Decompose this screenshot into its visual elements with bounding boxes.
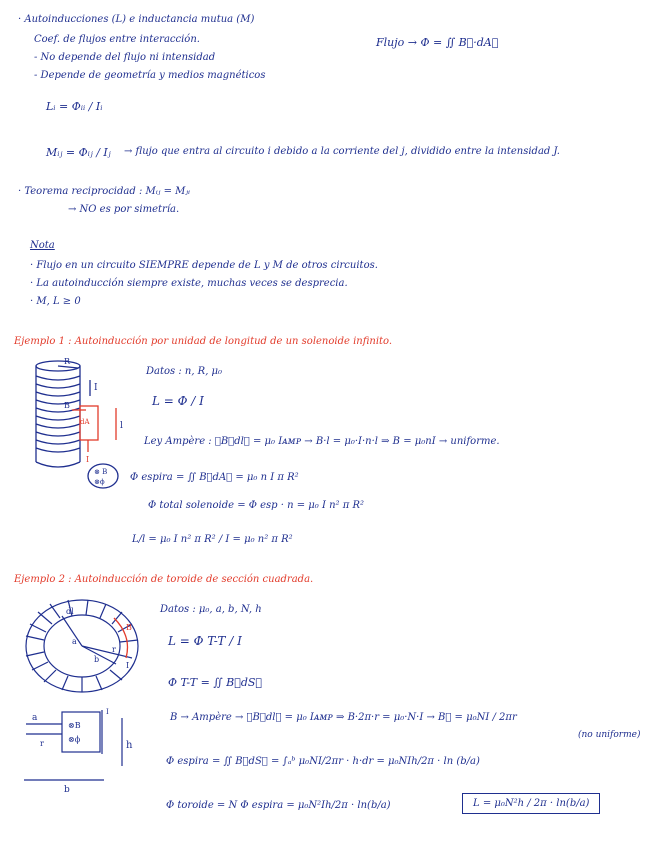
intro-line-1: Coef. de flujos entre interacción. <box>34 34 200 45</box>
example-2-phi-tt: Φ T-T = ∬ B⃗dS⃗ <box>168 676 263 689</box>
toroid-b-radius-label: b <box>94 655 100 664</box>
solenoid-figure <box>28 358 138 478</box>
example-2-ampere: B → Ampère → ∮B⃗dl⃗ = μ₀ Iᴀᴍᴘ ⇒ B·2π·r = μ₀·N·I → B⃗ = μ₀NI / 2πr <box>170 712 517 723</box>
example-2-phi-spire: Φ espira = ∬ B⃗dS⃗ = ∫ₐᵇ μ₀NI/2πr · h·dr = μ₀NIh/2π · ln (b/a) <box>166 756 480 767</box>
intro-line-2: - No depende del flujo ni intensidad <box>34 52 216 63</box>
note-line-2: · La autoinducción siempre existe, muchas veces se desprecia. <box>30 278 348 289</box>
intro-line-3: - Depende de geometría y medios magnéticos <box>34 70 266 81</box>
solenoid-field-label: B <box>64 401 70 410</box>
example-2-nonuniform-note: (no uniforme) <box>578 730 641 740</box>
toroid-dl-label: dl <box>66 607 74 616</box>
example-1-title: Ejemplo 1 : Autoinducción por unidad de longitud de un solenoide infinito. <box>14 336 393 347</box>
section-current-label: I <box>106 708 109 716</box>
example-2-l-definition: L = Φ T-T / I <box>168 634 242 648</box>
section-phi-label: ⊗ϕ <box>68 735 81 744</box>
section-b-field-label: ⊗B <box>68 721 81 730</box>
example-1-ampere: Ley Ampère : ∮B⃗dl⃗ = μ₀ Iᴀᴍᴘ → B·l = μ₀·I·n·l ⇒ B = μ₀nI → uniforme. <box>144 436 500 447</box>
section-b-label: b <box>64 785 70 795</box>
mutual-inductance-formula: Mᵢⱼ = Φᵢⱼ / Iⱼ <box>46 146 111 159</box>
solenoid-cross-section-icon <box>86 462 120 490</box>
example-2-boxed-result: L = μ₀N²h / 2π · ln(b/a) <box>462 793 600 814</box>
flux-definition: Flujo → Φ = ∬ B⃗·dA⃗ <box>376 36 499 49</box>
note-line-3: · M, L ≥ 0 <box>30 296 81 307</box>
solenoid-length-label: l <box>120 421 123 431</box>
reciprocity-note: → NO es por simetría. <box>68 204 180 215</box>
section-title-inductance: · Autoinducciones (L) e inductancia mutua (M) <box>18 14 255 25</box>
mutual-inductance-explanation: → flujo que entra al circuito i debido a la corriente del j, dividido entre la intensidad J. <box>124 146 560 157</box>
self-inductance-formula: Lᵢ = Φᵢᵢ / Iᵢ <box>46 100 103 113</box>
note-heading: Nota <box>30 240 55 251</box>
example-2-phi-toroid: Φ toroide = N Φ espira = μ₀N²Ih/2π · ln(b/a) <box>166 800 391 811</box>
loop-current-label: I <box>86 455 90 464</box>
toroid-a-label: a <box>72 637 77 646</box>
example-1-givens: Datos : n, R, μ₀ <box>146 366 223 377</box>
svg-text:⊗ϕ: ⊗ϕ <box>94 478 105 486</box>
reciprocity-theorem: · Teorema reciprocidad : Mᵢⱼ = Mⱼᵢ <box>18 186 191 197</box>
solenoid-current-label: I <box>94 383 98 393</box>
toroid-b-label: B <box>126 623 132 632</box>
toroid-current-label: I <box>126 661 130 670</box>
toroid-figure <box>22 596 144 696</box>
example-1-l-definition: L = Φ / I <box>152 394 204 408</box>
toroid-r-label: r <box>112 645 116 654</box>
section-h-label: h <box>126 740 133 751</box>
example-1-phi-spire: Φ espira = ∬ B⃗dA⃗ = μ₀ n I π R² <box>130 472 299 483</box>
section-r-label: r <box>40 739 44 748</box>
section-a-label: a <box>32 713 38 723</box>
example-2-title: Ejemplo 2 : Autoinducción de toroide de sección cuadrada. <box>14 574 314 585</box>
example-2-givens: Datos : μ₀, a, b, N, h <box>160 604 262 615</box>
svg-text:⊗ B: ⊗ B <box>94 468 108 476</box>
example-1-phi-total: Φ total solenoide = Φ esp · n = μ₀ I n² π R² <box>148 500 365 511</box>
solenoid-area-label: dA <box>80 418 90 426</box>
example-1-result: L/l = μ₀ I n² π R² / I = μ₀ n² π R² <box>132 534 293 545</box>
note-line-1: · Flujo en un circuito SIEMPRE depende de L y M de otros circuitos. <box>30 260 378 271</box>
toroid-section-figure <box>22 704 142 794</box>
solenoid-radius-label: R <box>64 357 71 366</box>
